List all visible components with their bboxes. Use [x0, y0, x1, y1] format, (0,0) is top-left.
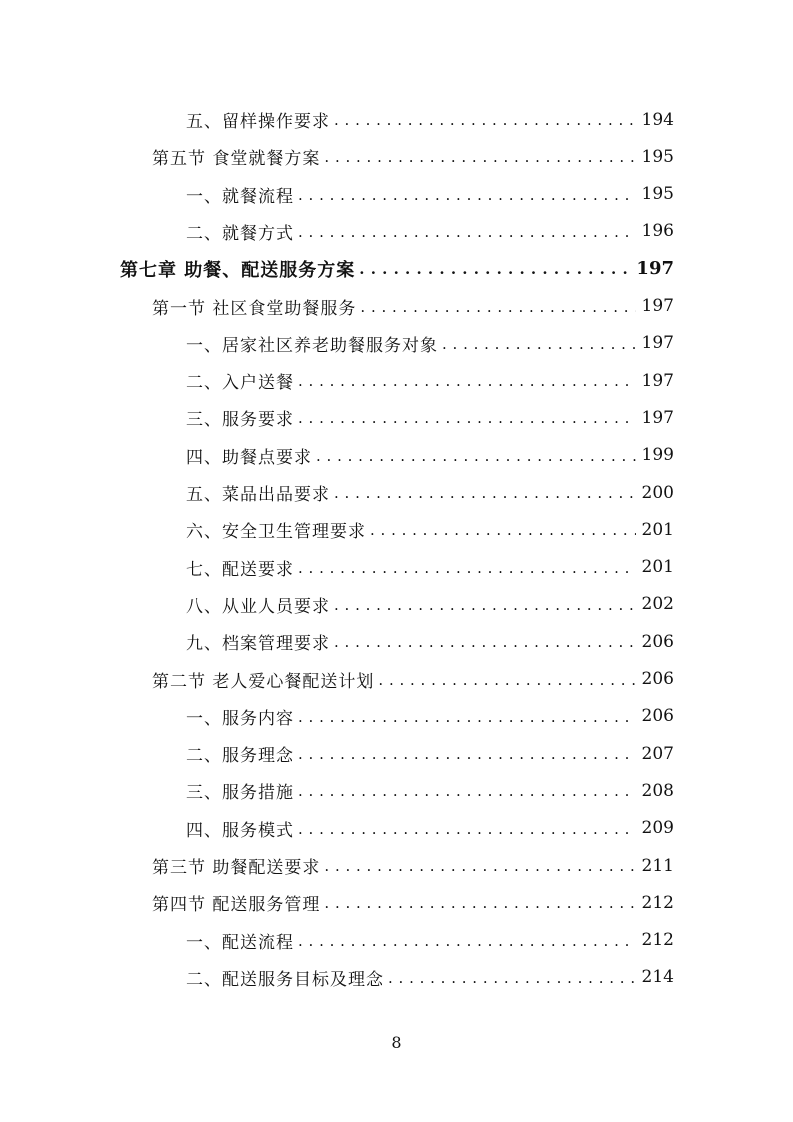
- toc-entry-page-number: 197: [641, 296, 674, 316]
- toc-entry-page-number: 196: [641, 221, 674, 242]
- toc-entry-page-number: 207: [641, 743, 674, 764]
- toc-entry-page-number: 206: [641, 631, 674, 652]
- toc-entry-label: 二、入户送餐: [186, 373, 294, 394]
- toc-dot-leader: [334, 633, 636, 650]
- toc-subsection-entry[interactable]: [186, 362, 674, 399]
- toc-subsection-entry[interactable]: [186, 623, 674, 660]
- toc-dot-leader: [378, 671, 635, 688]
- toc-entry-label: 三、服务要求: [186, 410, 294, 431]
- toc-entry-page-number: 195: [641, 184, 674, 205]
- toc-entry-label: 七、配送要求: [186, 559, 294, 580]
- toc-dot-leader: [324, 894, 635, 911]
- toc-entry-label: 四、助餐点要求: [186, 447, 312, 468]
- toc-subsection-entry[interactable]: [186, 698, 674, 735]
- toc-dot-leader: [324, 148, 635, 165]
- toc-entry-page-number: 206: [641, 706, 674, 727]
- toc-entry-label: 第七章 助餐、配送服务方案: [120, 259, 356, 281]
- toc-subsection-entry[interactable]: [186, 959, 674, 996]
- toc-dot-leader: [334, 111, 636, 128]
- toc-entry-label: 第二节 老人爱心餐配送计划: [152, 671, 375, 692]
- toc-entry-label: 五、菜品出品要求: [186, 485, 330, 505]
- toc-chapter-entry[interactable]: [120, 250, 674, 287]
- toc-entry-page-number: 195: [641, 146, 674, 167]
- toc-dot-leader: [334, 484, 636, 501]
- toc-entry-label: 一、配送流程: [186, 932, 294, 953]
- toc-entry-page-number: 194: [641, 109, 674, 130]
- toc-dot-leader: [370, 521, 636, 538]
- toc-entry-page-number: 209: [641, 818, 674, 839]
- toc-dot-leader: [298, 820, 636, 837]
- toc-subsection-entry[interactable]: [186, 101, 674, 138]
- toc-entry-label: 五、留样操作要求: [186, 112, 330, 132]
- toc-entry-page-number: 212: [641, 892, 674, 913]
- toc-entry-label: 第四节 配送服务管理: [152, 895, 321, 916]
- toc-dot-leader: [298, 782, 636, 799]
- toc-subsection-entry[interactable]: [186, 437, 674, 474]
- toc-section-entry[interactable]: [152, 847, 674, 884]
- toc-entry-page-number: 197: [641, 370, 674, 391]
- toc-dot-leader: [388, 969, 636, 986]
- toc-entry-page-number: 208: [641, 780, 674, 801]
- toc-entry-page-number: 200: [641, 482, 674, 503]
- toc-dot-leader: [298, 223, 636, 240]
- toc-entry-label: 第一节 社区食堂助餐服务: [152, 298, 357, 319]
- toc-entry-label: 一、就餐流程: [186, 186, 294, 207]
- toc-entry-page-number: 206: [641, 669, 674, 689]
- toc-entry-page-number: 201: [641, 557, 674, 578]
- toc-entry-label: 第三节 助餐配送要求: [152, 858, 321, 878]
- toc-entry-page-number: 211: [641, 855, 674, 876]
- toc-subsection-entry[interactable]: [186, 586, 674, 623]
- toc-entry-label: 二、就餐方式: [186, 223, 294, 244]
- toc-subsection-entry[interactable]: [186, 511, 674, 548]
- toc-dot-leader: [298, 559, 636, 576]
- toc-section-entry[interactable]: [152, 661, 674, 698]
- toc-entry-page-number: 202: [641, 594, 674, 615]
- toc-entry-page-number: 214: [641, 967, 674, 988]
- toc-dot-leader: [298, 745, 636, 762]
- toc-dot-leader: [324, 857, 635, 874]
- toc-entry-label: 八、从业人员要求: [186, 596, 330, 617]
- toc-subsection-entry[interactable]: [186, 176, 674, 213]
- toc-dot-leader: [298, 409, 636, 426]
- toc-entry-page-number: 197: [641, 407, 674, 428]
- toc-entry-label: 四、服务模式: [186, 820, 294, 841]
- toc-dot-leader: [298, 186, 636, 203]
- toc-subsection-entry[interactable]: [186, 325, 674, 362]
- toc-entry-page-number: 201: [641, 519, 674, 540]
- toc-dot-leader: [298, 932, 636, 949]
- toc-subsection-entry[interactable]: [186, 549, 674, 586]
- toc-entry-label: 二、服务理念: [186, 746, 294, 767]
- toc-entry-label: 一、服务内容: [186, 708, 294, 729]
- toc-dot-leader: [298, 372, 636, 389]
- toc-entry-page-number: 199: [641, 445, 674, 466]
- toc-dot-leader: [442, 335, 636, 352]
- toc-dot-leader: [360, 298, 635, 315]
- toc-entry-label: 九、档案管理要求: [186, 634, 330, 655]
- toc-entry-label: 六、安全卫生管理要求: [186, 522, 366, 543]
- toc-subsection-entry[interactable]: [186, 213, 674, 250]
- toc-subsection-entry[interactable]: [186, 474, 674, 511]
- toc-entry-label: 三、服务措施: [186, 783, 294, 804]
- toc-entry-label: 一、居家社区养老助餐服务对象: [186, 335, 438, 356]
- toc-section-entry[interactable]: [152, 138, 674, 175]
- toc-subsection-entry[interactable]: [186, 810, 674, 847]
- toc-entry-label: 二、配送服务目标及理念: [186, 969, 384, 990]
- page-number: 8: [391, 1033, 402, 1052]
- toc-entry-label: 第五节 食堂就餐方案: [152, 149, 321, 170]
- toc-section-entry[interactable]: [152, 288, 674, 325]
- toc-dot-leader: [334, 596, 636, 613]
- toc-subsection-entry[interactable]: [186, 772, 674, 809]
- toc-subsection-entry[interactable]: [186, 922, 674, 959]
- toc-subsection-entry[interactable]: [186, 399, 674, 436]
- toc-dot-leader: [359, 260, 630, 277]
- toc-subsection-entry[interactable]: [186, 735, 674, 772]
- toc-section-entry[interactable]: [152, 884, 674, 921]
- toc-entry-page-number: 212: [641, 930, 674, 951]
- toc-dot-leader: [298, 708, 636, 725]
- toc-dot-leader: [316, 447, 636, 464]
- toc-entry-page-number: 197: [641, 333, 674, 354]
- toc-entry-page-number: 197: [636, 258, 674, 280]
